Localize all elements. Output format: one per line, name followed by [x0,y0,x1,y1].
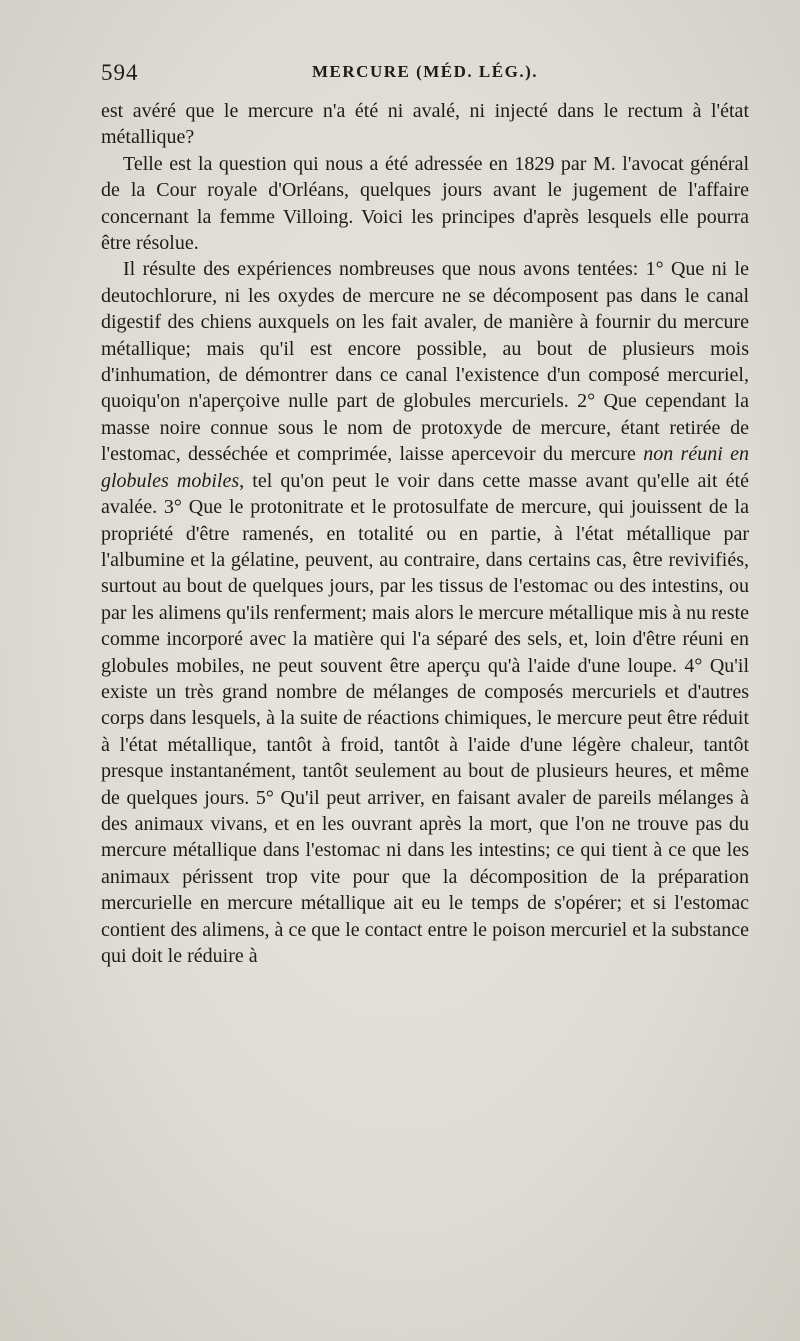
paragraph-3-rest: , tel qu'on peut le voir dans cette masse avant qu'elle ait été avalée. 3° Que le protonitrate et le protosulfate de mercure, qui jouissent de la propriété d'être ramenés, en totalité ou en partie, à l'état métallique par l'albumine et la gélatine, peuvent, au contraire, dans certains cas, être revivifiés, surtout au bout de quelques jours, par les tissus de l'estomac ou des intestins, ou par les alimens qu'ils renferment; mais alors le mercure métallique mis à nu reste comme incorporé avec la matière qui l'a séparé des sels, et, loin d'être réuni en globules mobiles, ne peut souvent être aperçu qu'à l'aide d'une loupe. 4° Qu'il existe un très grand nombre de mélanges de composés mercuriels et d'autres corps dans lesquels, à la suite de réactions chimiques, le mercure peut être réduit à l'état métallique, tantôt à froid, tantôt à l'aide d'une légère chaleur, tantôt presque instantanément, tantôt seulement au bout de plusieurs heures, et même de quelques jours. 5° Qu'il peut arriver, en faisant avaler de pareils mélanges à des animaux vivans, et en les ouvrant après la mort, que l'on ne trouve pas du mercure métallique dans l'estomac ni dans les intestins; ce qui tient à ce que les animaux périssent trop vite pour que la décomposition de la préparation mercurielle en mercure métallique ait eu le temps de s'opérer; et si l'estomac contient des alimens, à ce que le contact entre le poison mercuriel et la substance qui doit le réduire à [101,469,749,967]
paragraph-3-start: Il résulte des expériences nombreuses que nous avons tentées: 1° Que ni le deutochlorure, ni les oxydes de mercure ne se décomposent pas dans le canal digestif des chiens auxquels on les fait avaler, de manière à fournir du mercure métallique; mais qu'il est encore possible, au bout de plusieurs mois d'inhumation, de démontrer dans ce canal l'existence d'un composé mercuriel, quoiqu'on n'aperçoive nulle part de globules mercuriels. 2° Que cependant la masse noire connue sous le nom de protoxyde de mercure, étant retirée de l'estomac, desséchée et comprimée, laisse apercevoir du mercure [101,258,749,466]
running-title: MERCURE (MÉD. LÉG.). [312,62,538,81]
page-number: 594 [101,60,139,85]
page-header [101,58,749,94]
paragraph-1: est avéré que le mercure n'a été ni avalé, ni injecté dans le rectum à l'état métallique? [101,100,749,149]
paragraph-3 [101,256,749,969]
body-text [101,98,749,969]
paragraph-2: Telle est la question qui nous a été adressée en 1829 par M. l'avocat général de la Cour royale d'Orléans, quelques jours avant le jugement de l'affaire concernant la femme Villoing. Voici les principes d'après lesquels elle pourra être résolue. [101,152,749,255]
italic-phrase: non réuni en globules mobiles [101,443,750,492]
